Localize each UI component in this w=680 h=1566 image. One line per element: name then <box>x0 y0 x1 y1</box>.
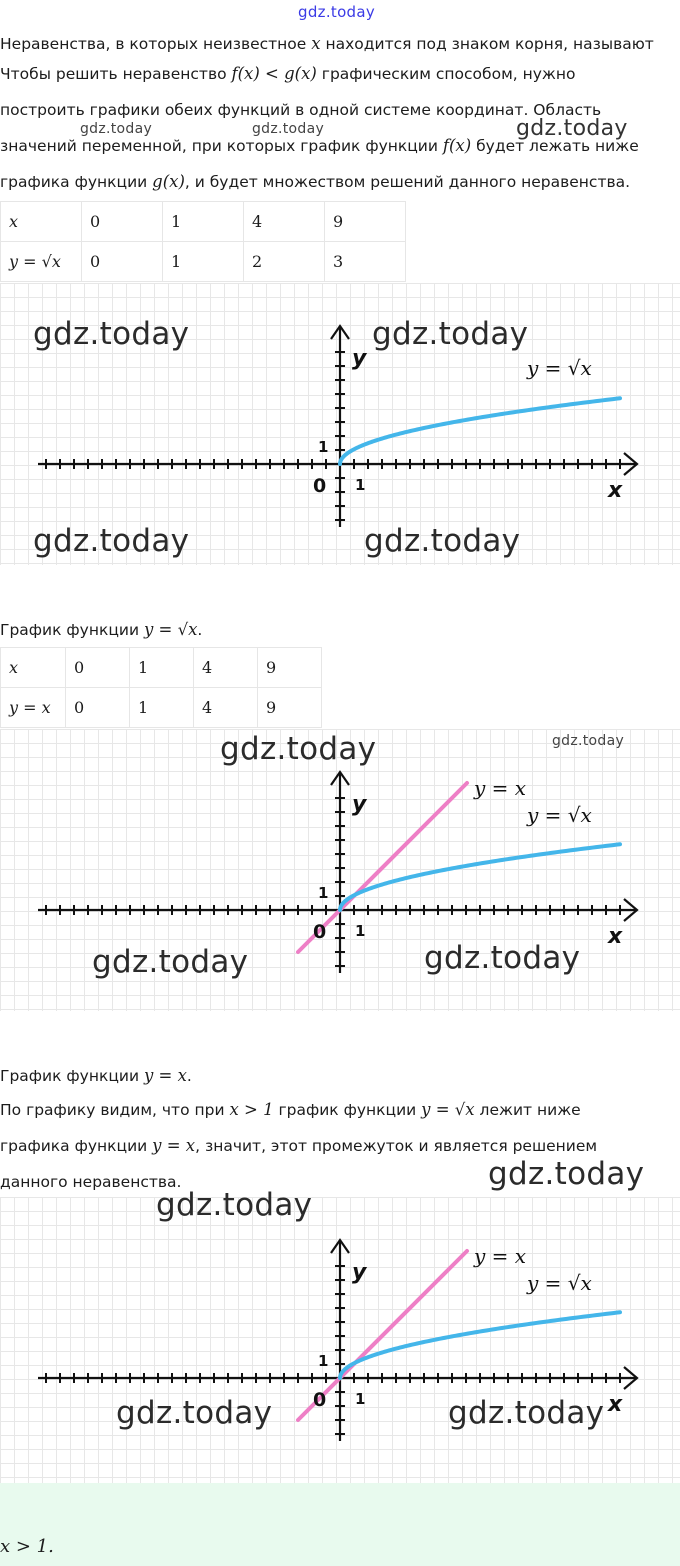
y-axis-label: y <box>352 1260 367 1285</box>
sqrt-curve-label: y = √x <box>527 803 592 827</box>
watermark: gdz.today <box>33 523 190 559</box>
x-tick-label: 1 <box>355 1390 366 1408</box>
graph-sqrt <box>0 283 680 565</box>
table-cell: 1 <box>130 648 194 688</box>
table-cell: 4 <box>244 202 325 242</box>
x-axis-label: x <box>608 1392 623 1417</box>
sqrt-curve <box>340 398 620 464</box>
y-axis-label: y <box>352 792 367 817</box>
origin-label: 0 <box>313 1389 327 1411</box>
watermark: gdz.today <box>252 121 325 137</box>
watermark: gdz.today <box>33 316 190 352</box>
watermark: gdz.today <box>424 940 581 976</box>
table-cell: x <box>1 648 66 688</box>
y-tick-label: 1 <box>318 884 329 902</box>
table-cell: 4 <box>194 688 258 728</box>
answer-box <box>0 1483 680 1566</box>
y-tick-label: 1 <box>318 438 329 456</box>
table-cell: 2 <box>244 242 325 282</box>
intro-line-4: значений переменной, при которых график функции f(x) будет лежать ниже <box>0 136 639 155</box>
intro-line-2: Чтобы решить неравенство f(x) < g(x) графическим способом, нужно <box>0 64 576 83</box>
caption-linear: График функции y = x. <box>0 1066 192 1085</box>
intro-line-5: графика функции g(x), и будет множеством решений данного неравенства. <box>0 172 631 191</box>
graph-solution-svg <box>0 1197 680 1483</box>
watermark: gdz.today <box>448 1395 605 1431</box>
table-cell: x <box>1 202 82 242</box>
values-table-linear <box>0 647 322 728</box>
table-row <box>1 648 322 688</box>
conclusion-line-2: графика функции y = x, значит, этот промежуток и является решением <box>0 1136 598 1155</box>
y-tick-label: 1 <box>318 1352 329 1370</box>
table-cell: 1 <box>163 202 244 242</box>
values-table-sqrt <box>0 201 406 282</box>
table-cell: 4 <box>194 648 258 688</box>
table-cell: y = x <box>1 688 66 728</box>
watermark: gdz.today <box>488 1156 645 1192</box>
x-tick-label: 1 <box>355 476 366 494</box>
conclusion-line-3: данного неравенства. <box>0 1173 182 1191</box>
watermark: gdz.today <box>552 733 625 749</box>
table-cell: 0 <box>82 242 163 282</box>
table-cell: 9 <box>325 202 406 242</box>
answer-text: x > 1. <box>0 1536 54 1557</box>
table-row <box>1 688 322 728</box>
table-cell: y = √x <box>1 242 82 282</box>
watermark: gdz.today <box>516 116 628 141</box>
intro-line-3: построить графики обеих функций в одной системе координат. Область <box>0 101 602 119</box>
table-cell: 9 <box>258 648 322 688</box>
watermark: gdz.today <box>92 944 249 980</box>
y-axis-label: y <box>352 346 367 371</box>
x-tick-label: 1 <box>355 922 366 940</box>
sqrt-curve <box>340 1312 620 1378</box>
watermark: gdz.today <box>80 121 153 137</box>
table-cell: 3 <box>325 242 406 282</box>
origin-label: 0 <box>313 921 327 943</box>
table-row <box>1 202 406 242</box>
watermark: gdz.today <box>220 731 377 767</box>
x-axis-label: x <box>608 924 623 949</box>
caption-sqrt: График функции y = √x. <box>0 620 203 639</box>
watermark: gdz.today <box>116 1395 273 1431</box>
sqrt-curve <box>340 844 620 910</box>
sqrt-curve-label: y = √x <box>527 356 592 380</box>
table-cell: 0 <box>66 648 130 688</box>
intro-line-1: Неравенства, в которых неизвестное x находится под знаком корня, называют <box>0 34 654 53</box>
watermark: gdz.today <box>156 1187 313 1223</box>
conclusion-line-1: По графику видим, что при x > 1 график функции y = √x лежит ниже <box>0 1100 581 1119</box>
watermark: gdz.today <box>364 523 521 559</box>
table-cell: 0 <box>82 202 163 242</box>
watermark: gdz.today <box>298 3 376 21</box>
table-cell: 1 <box>130 688 194 728</box>
graph-both <box>0 729 680 1011</box>
linear-line-label: y = x <box>474 1244 527 1268</box>
table-row <box>1 242 406 282</box>
linear-line-label: y = x <box>474 776 527 800</box>
watermark: gdz.today <box>372 316 529 352</box>
origin-label: 0 <box>313 475 327 497</box>
graph-solution <box>0 1187 680 1483</box>
table-cell: 1 <box>163 242 244 282</box>
sqrt-curve-label: y = √x <box>527 1271 592 1295</box>
table-cell: 0 <box>66 688 130 728</box>
table-cell: 9 <box>258 688 322 728</box>
x-axis-label: x <box>608 478 623 503</box>
